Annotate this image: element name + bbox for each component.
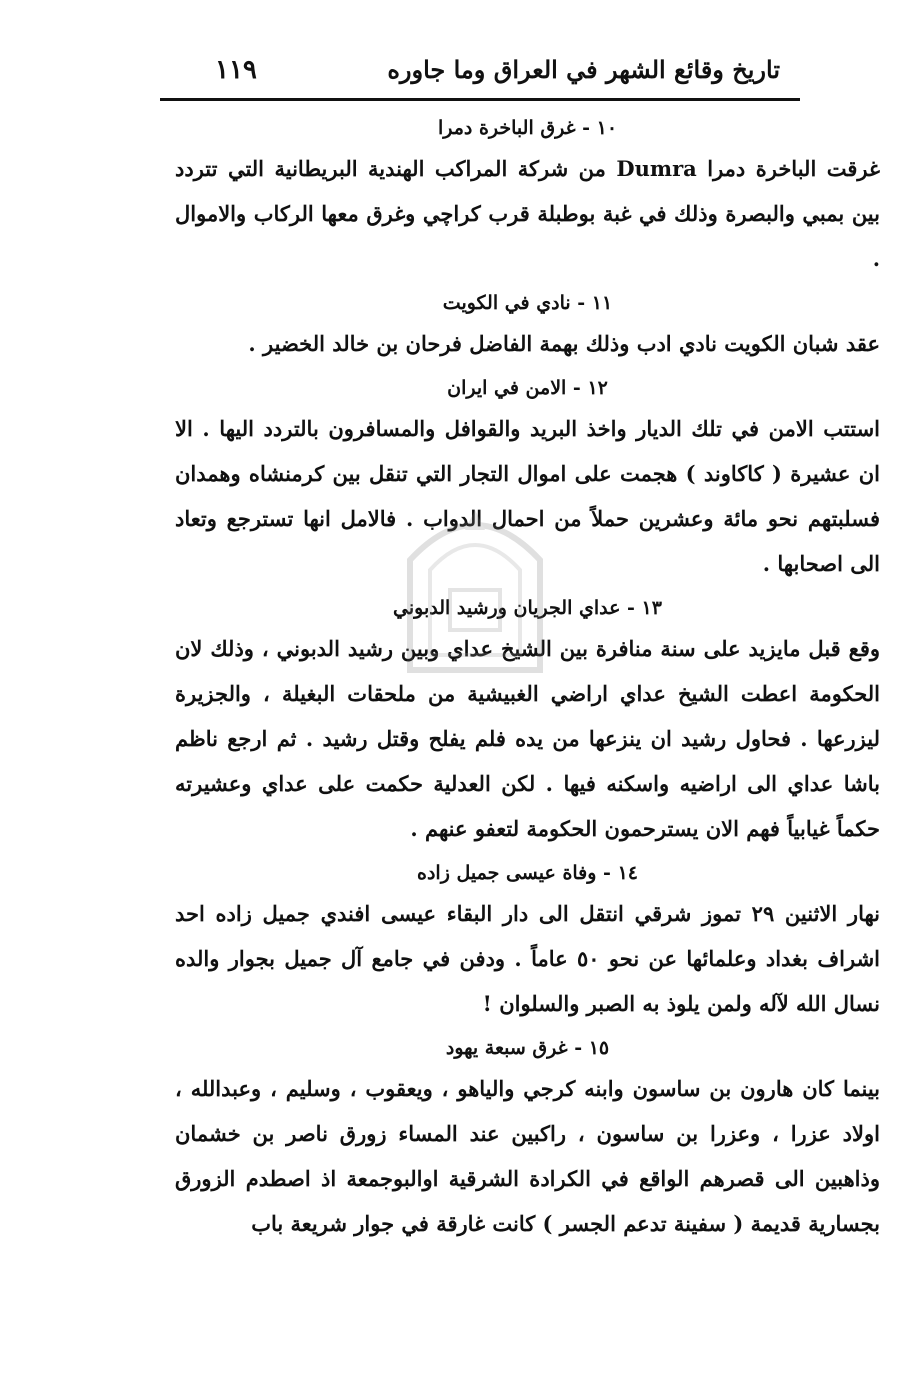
running-header <box>160 45 800 101</box>
section-heading: ١١ - نادي في الكويت <box>442 292 613 314</box>
page-number: ١١٩ <box>215 55 257 85</box>
section-heading: ١٤ - وفاة عيسى جميل زاده <box>417 862 638 884</box>
section-drowning <box>175 1030 880 1246</box>
paragraph: استتب الامن في تلك الديار واخذ البريد والقوافل والمسافرون بالتردد اليها . الا ان عشيرة ( كاكاوند ) هجمت على اموال التجار التي تنقل بين كرمنشاه وهمدان فسلبتهم نحو مائة وعشرين حملاً من احمال الدواب . فالامل انها تسترجع وتعاد الى اصحابها . <box>175 416 880 576</box>
header-rule <box>160 98 800 101</box>
section-addai-rashid <box>175 590 880 851</box>
section-ship-sinking <box>175 110 880 281</box>
section-heading: ١٠ - غرق الباخرة دمرا <box>437 117 618 139</box>
page-body <box>175 110 880 1250</box>
section-iran-security <box>175 370 880 586</box>
paragraph: عقد شبان الكويت نادي ادب وذلك بهمة الفاضل فرحان بن خالد الخضير . <box>248 331 880 356</box>
paragraph: بينما كان هارون بن ساسون وابنه كرجي والياهو ، ويعقوب ، وسليم ، وعبدالله ، اولاد عزرا ، وعزرا بن ساسون ، راكبين عند المساء زورق ناصر بن خشمان وذاهبين الى قصرهم الواقع في الكرادة الشرقية اوالبوجمعة اذ اصطدم الزورق بجسارية قديمة ( سفينة تدعم الجسر ) كانت غارقة في جوار شريعة باب <box>175 1076 880 1236</box>
section-kuwait-club <box>175 285 880 366</box>
paragraph: نهار الاثنين ٢٩ تموز شرقي انتقل الى دار البقاء عيسى افندي جميل زاده احد اشراف بغداد وعلمائها عن نحو ٥٠ عاماً . ودفن في جامع آل جميل بجوار والده نسال الله لآله ولمن يلوذ به الصبر والسلوان ! <box>175 901 880 1016</box>
section-heading: ١٥ - غرق سبعة يهود <box>445 1037 610 1059</box>
section-heading: ١٢ - الامن في ايران <box>447 377 608 399</box>
section-heading: ١٣ - عداي الجريان ورشيد الدبوني <box>393 597 662 619</box>
running-title: تاريخ وقائع الشهر في العراق وما جاوره <box>387 55 780 84</box>
paragraph: غرقت الباخرة دمرا Dumra من شركة المراكب الهندية البريطانية التي تتردد بين بمبي والبصرة وذلك في غبة بوطبلة قرب كراچي وغرق معها الركاب والاموال . <box>175 156 880 271</box>
paragraph: وقع قبل مايزيد على سنة منافرة بين الشيخ عداي وبين رشيد الدبوني ، وذلك لان الحكومة اعطت الشيخ عداي اراضي الغبيشية من ملحقات البغيلة ، والجزيرة ليزرعها . فحاول رشيد ان ينزعها من يده فلم يفلح وقتل رشيد . ثم ارجع ناظم باشا عداي الى اراضيه واسكنه فيها . لكن العدلية حكمت على عداي وعشيرته حكماً غيابياً فهم الان يسترحمون الحكومة لتعفو عنهم . <box>175 636 880 841</box>
section-death-notice <box>175 855 880 1026</box>
